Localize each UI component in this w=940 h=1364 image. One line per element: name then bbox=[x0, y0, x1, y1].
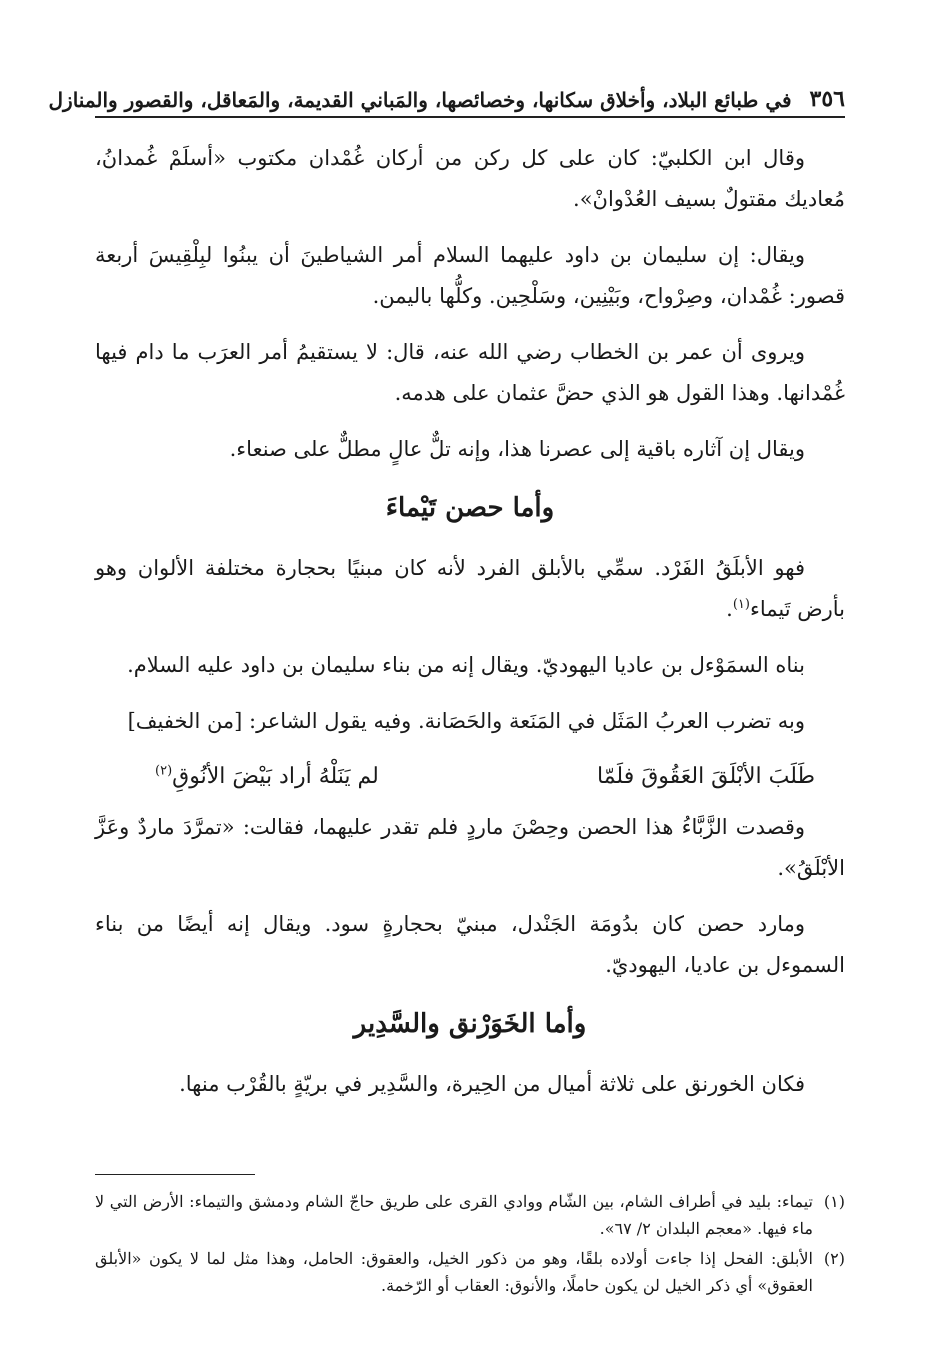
section-heading: وأما الخَوَرْنق والسَّدِير bbox=[353, 1009, 587, 1039]
footnote bbox=[95, 1188, 845, 1242]
page-number: ٣٥٦ bbox=[809, 86, 845, 112]
footnotes bbox=[95, 1188, 845, 1302]
paragraph: ويقال إن آثاره باقية إلى عصرنا هذا، وإنه تلٌّ عالٍ مطلٌّ على صنعاء. bbox=[229, 437, 805, 461]
footnote-text: تيماء: بليد في أطراف الشام، بين الشّام ووادي القرى على طريق حاجّ الشام ودمشق والتيماء: الأرض التي لا ماء فيها. «معجم البلدان ٢/ ٦٧». bbox=[95, 1192, 813, 1238]
section-heading: وأما حصن تَيْماءَ bbox=[385, 493, 555, 523]
paragraph: وقصدت الزَّبَّاءُ هذا الحصن وحِصْنَ ماردٍ فلم تقدر عليهما، فقالت: «تمرَّدَ ماردٌ وعَزَّ الأبْلَقُ». bbox=[95, 815, 845, 880]
verse-second-hemistich-group bbox=[155, 757, 379, 797]
paragraph: ومارد حصن كان بدُومَة الجَنْدل، مبنيّ بحجارةٍ سود. ويقال إنه أيضًا من بناء السموءل بن عاديا، اليهوديّ. bbox=[95, 912, 845, 977]
footnote-number: (٢) bbox=[823, 1249, 845, 1268]
footnote-reference[interactable]: (٢) bbox=[155, 763, 173, 779]
paragraph-text: فهو الأبلَقُ الفَرْد. سمِّي بالأبلق الفرد لأنه كان مبنيًا بحجارة مختلفة الألوان وهو بأرض تَيماء bbox=[95, 556, 845, 621]
running-title: في طبائع البلاد، وأخلاق سكانها، وخصائصها، والمَباني القديمة، والمَعاقل، والقصور والمنازل bbox=[48, 88, 792, 112]
verse-second-hemistich: لم يَنَلْهُ أراد بَيْضَ الأنُوقِ bbox=[172, 764, 379, 789]
page-header bbox=[48, 78, 845, 118]
footnote-number: (١) bbox=[823, 1192, 845, 1211]
footnote-divider bbox=[95, 1174, 255, 1175]
paragraph-with-footnote bbox=[95, 548, 845, 630]
paragraph: فكان الخورنق على ثلاثة أميال من الحِيرة، والسَّدِير في بريّةٍ بالقُرْب منها. bbox=[179, 1072, 805, 1096]
paragraph-end: . bbox=[726, 597, 733, 621]
paragraph: ويروى أن عمر بن الخطاب رضي الله عنه، قال: لا يستقيمُ أمر العرَب ما دام فيها غُمْدانها. وهذا القول هو الذي حضَّ عثمان على هدمه. bbox=[95, 340, 845, 405]
verse-first-hemistich: طَلَبَ الأبْلَقَ العَقُوقَ فلَمّا bbox=[596, 764, 815, 789]
poetry-verse bbox=[155, 757, 815, 797]
footnote-text: الأبلق: الفحل إذا جاءت أولاده بلقًا، وهو من ذكور الخيل، والعقوق: الحامل، وهذا مثل لما لا يكون «الأبلق العقوق» أي ذكر الخيل لن يكون حاملًا، والأنوق: العقاب أو الرّخمة. bbox=[95, 1249, 814, 1295]
footnote-reference[interactable]: (١) bbox=[732, 597, 750, 612]
paragraph: ويقال: إن سليمان بن داود عليهما السلام أمر الشياطينَ أن يبنُوا لبِلْقِيسَ أربعة قصور: غُمْدان، وصِرْواح، وبَيْنِين، وسَلْحِين. وكلُّها باليمن. bbox=[95, 243, 845, 308]
footnote bbox=[95, 1245, 845, 1299]
paragraph: وقال ابن الكلبيّ: كان على كل ركن من أركان غُمْدان مكتوب «أسلَمْ غُمدانُ، مُعاديك مقتولٌ بسيف العُدْوانْ». bbox=[95, 146, 845, 211]
paragraph: وبه تضرب العربُ المَثَل في المَنَعة والحَصَانة. وفيه يقول الشاعر: [من الخفيف] bbox=[127, 709, 805, 733]
paragraph: بناه السمَوْءل بن عاديا اليهوديّ. ويقال إنه من بناء سليمان بن داود عليه السلام. bbox=[127, 653, 805, 677]
main-text bbox=[95, 138, 845, 1120]
